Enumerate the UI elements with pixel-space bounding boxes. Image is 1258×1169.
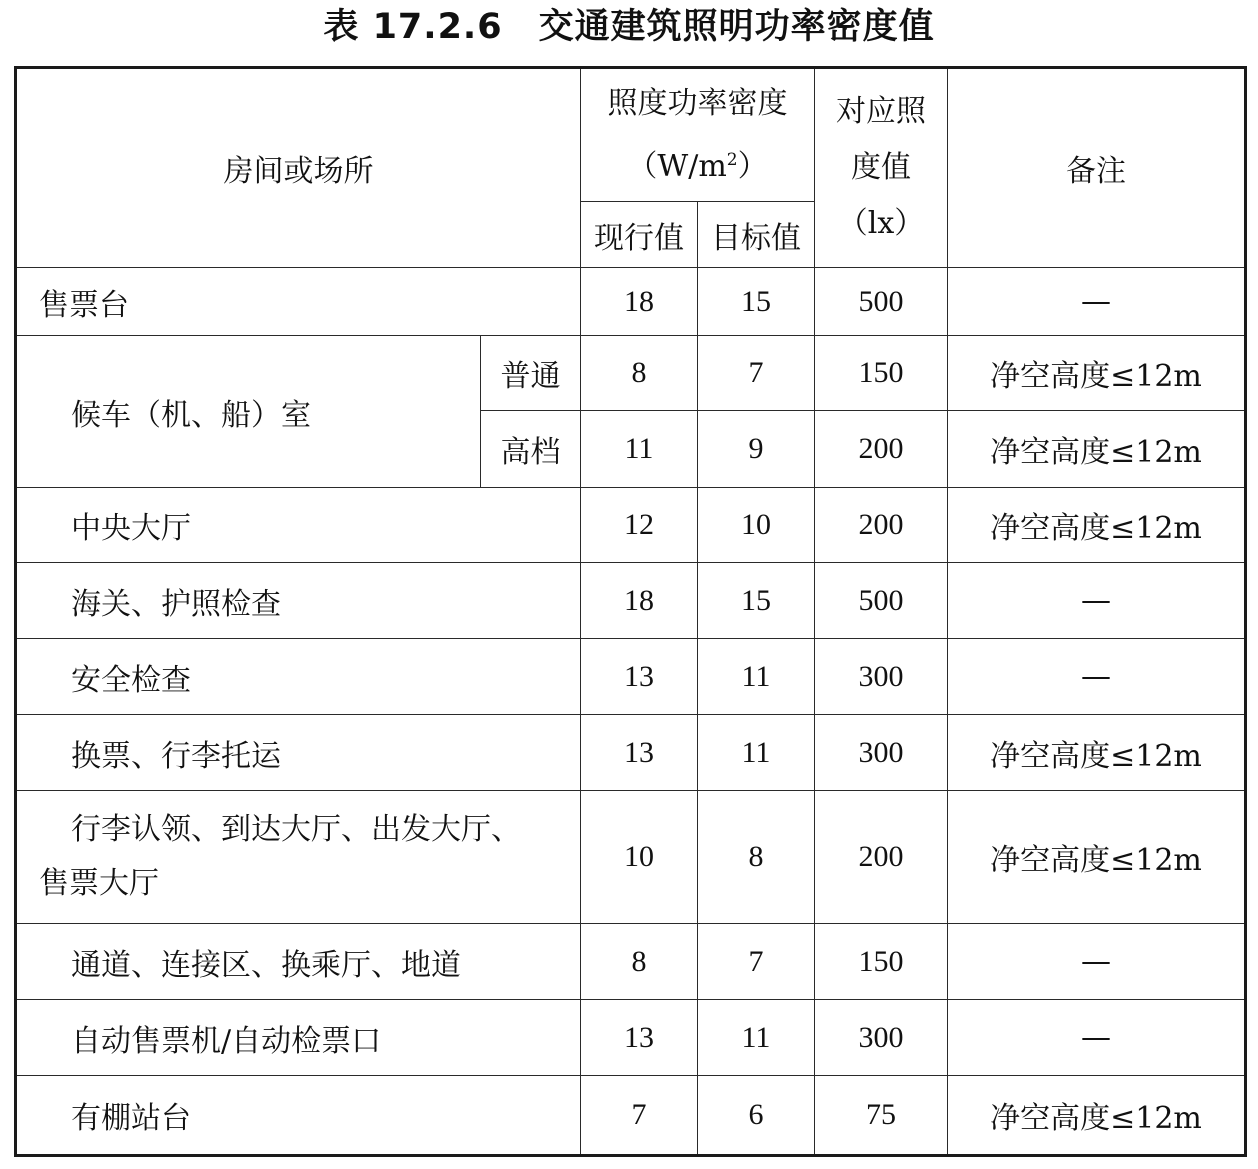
target-value: 7 [698, 924, 815, 1000]
table-row [16, 1076, 1246, 1156]
room-cell: 安全检查 [16, 639, 581, 715]
table-row [16, 488, 1246, 563]
illuminance-value: 500 [815, 268, 948, 336]
room-cell: 换票、行李托运 [16, 715, 581, 791]
current-value: 10 [581, 791, 698, 924]
illuminance-value: 300 [815, 1000, 948, 1076]
header-lpd-line1: 照度功率密度 [607, 85, 788, 121]
room-cell: 候车（机、船）室 [16, 336, 481, 488]
table-row [16, 1000, 1246, 1076]
target-value: 9 [698, 411, 815, 488]
room-cell: 中央大厅 [16, 488, 581, 563]
table-row [16, 791, 1246, 924]
current-value: 7 [581, 1076, 698, 1156]
illuminance-value: 300 [815, 715, 948, 791]
illuminance-value: 75 [815, 1076, 948, 1156]
target-value: 11 [698, 639, 815, 715]
illuminance-value: 150 [815, 336, 948, 411]
target-value: 11 [698, 715, 815, 791]
target-value: 11 [698, 1000, 815, 1076]
target-value: 7 [698, 336, 815, 411]
current-value: 18 [581, 268, 698, 336]
remark-cell: — [948, 924, 1246, 1000]
current-value: 18 [581, 563, 698, 639]
table-row [16, 563, 1246, 639]
room-subtype: 高档 [481, 411, 581, 488]
current-value: 13 [581, 715, 698, 791]
table-row [16, 924, 1246, 1000]
room-cell [16, 791, 581, 924]
current-value: 8 [581, 336, 698, 411]
illuminance-value: 200 [815, 411, 948, 488]
room-cell: 通道、连接区、换乘厅、地道 [16, 924, 581, 1000]
header-illum-line1: 对应照 [836, 94, 926, 129]
lighting-power-density-table [14, 66, 1247, 1157]
current-value: 13 [581, 639, 698, 715]
remark-cell: 净空高度≤12m [948, 336, 1246, 411]
illuminance-value: 200 [815, 791, 948, 924]
target-value: 15 [698, 268, 815, 336]
room-line-2: 售票大厅 [39, 866, 159, 901]
room-cell: 有棚站台 [16, 1076, 581, 1156]
header-current: 现行值 [581, 202, 698, 268]
target-value: 15 [698, 563, 815, 639]
table-row [16, 715, 1246, 791]
remark-cell: 净空高度≤12m [948, 411, 1246, 488]
header-remark-label: 备注 [1066, 154, 1126, 189]
remark-cell: — [948, 1000, 1246, 1076]
target-value: 8 [698, 791, 815, 924]
header-room [16, 68, 581, 268]
illuminance-value: 150 [815, 924, 948, 1000]
remark-cell: — [948, 268, 1246, 336]
remark-cell: 净空高度≤12m [948, 488, 1246, 563]
table-row [16, 268, 1246, 336]
remark-cell: — [948, 563, 1246, 639]
target-value: 6 [698, 1076, 815, 1156]
header-room-label: 房间或场所 [223, 154, 374, 189]
table-title: 表 17.2.6 交通建筑照明功率密度值 [323, 7, 935, 47]
header-remark [948, 68, 1246, 268]
header-illuminance [815, 68, 948, 268]
header-lpd [581, 68, 815, 202]
header-lpd-unit: $(W/m^2)$ [627, 148, 768, 184]
header-row-1 [16, 68, 1246, 202]
remark-cell: 净空高度≤12m [948, 1076, 1246, 1156]
remark-cell: — [948, 639, 1246, 715]
room-cell: 海关、护照检查 [16, 563, 581, 639]
current-value: 11 [581, 411, 698, 488]
remark-cell: 净空高度≤12m [948, 791, 1246, 924]
room-cell: 售票台 [16, 268, 581, 336]
illuminance-value: 200 [815, 488, 948, 563]
illuminance-value: 500 [815, 563, 948, 639]
header-illum-unit: （lx） [837, 206, 925, 241]
room-cell: 自动售票机/自动检票口 [16, 1000, 581, 1076]
table-row [16, 639, 1246, 715]
illuminance-value: 300 [815, 639, 948, 715]
current-value: 8 [581, 924, 698, 1000]
room-subtype: 普通 [481, 336, 581, 411]
room-line-1: 行李认领、到达大厅、出发大厅、 [71, 812, 521, 847]
remark-cell: 净空高度≤12m [948, 715, 1246, 791]
current-value: 12 [581, 488, 698, 563]
target-value: 10 [698, 488, 815, 563]
current-value: 13 [581, 1000, 698, 1076]
header-target: 目标值 [698, 202, 815, 268]
header-illum-line2: 度值 [851, 150, 911, 185]
table-row [16, 336, 1246, 411]
